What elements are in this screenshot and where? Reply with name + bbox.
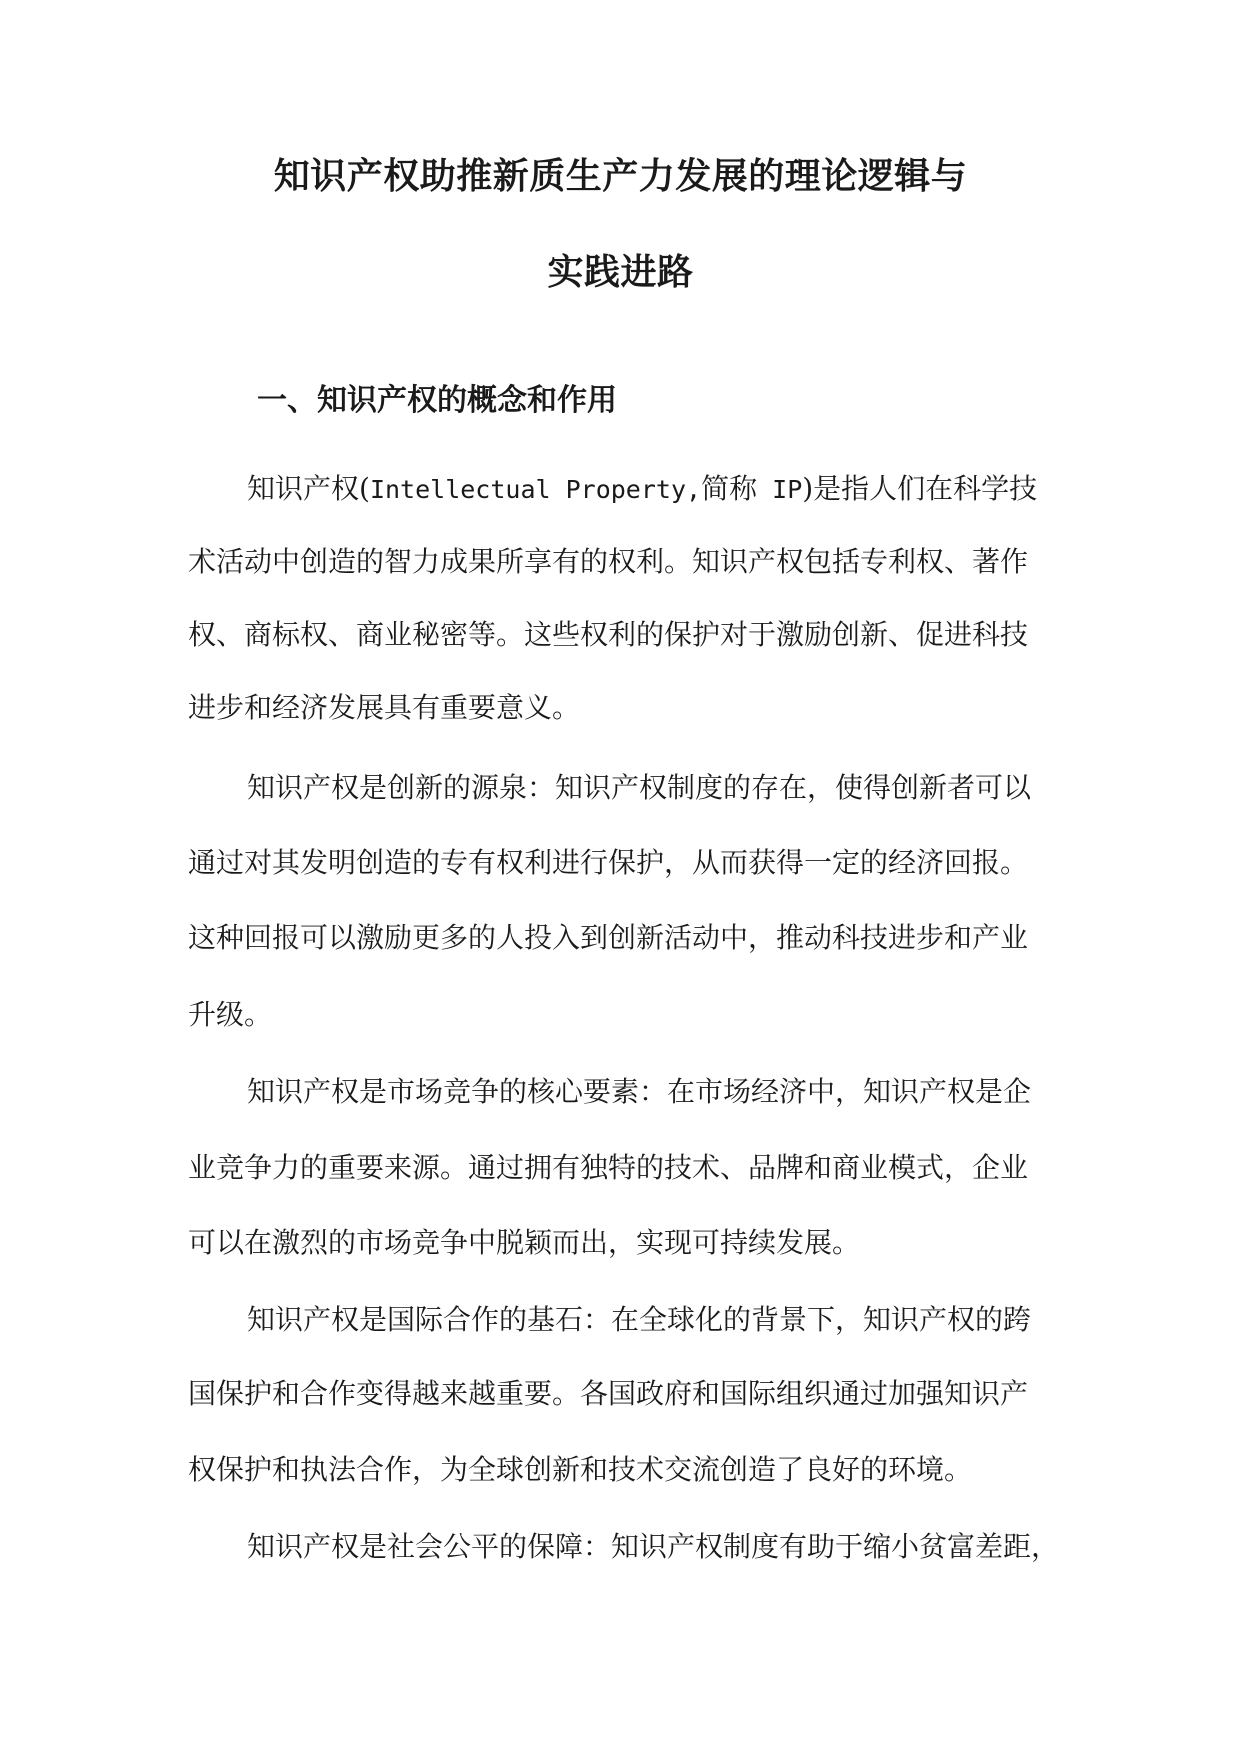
paragraph-1-line-3: 权、商标权、商业秘密等。这些权利的保护对于激励创新、促进科技 <box>188 618 1029 651</box>
paragraph-2-line-1: 知识产权是创新的源泉：知识产权制度的存在，使得创新者可以 <box>247 771 1032 804</box>
paragraph-1-line-4: 进步和经济发展具有重要意义。 <box>188 691 581 724</box>
paragraph-1-abbreviation: IP <box>757 475 803 504</box>
paragraph-3-line-1: 知识产权是市场竞争的核心要素：在市场经济中，知识产权是企 <box>247 1075 1032 1108</box>
paragraph-4-line-3: 权保护和执法合作，为全球创新和技术交流创造了良好的环境。 <box>188 1453 973 1486</box>
document-title-line-1: 知识产权助推新质生产力发展的理论逻辑与 <box>273 156 968 197</box>
paragraph-1-text-a: 知识产权( <box>247 472 370 505</box>
paragraph-1-text-e: )是指人们在科学技 <box>802 472 1038 505</box>
paragraph-1-text-c: 简称 <box>701 472 758 505</box>
paragraph-5-line-1: 知识产权是社会公平的保障：知识产权制度有助于缩小贫富差距， <box>247 1530 1060 1563</box>
paragraph-2-line-4: 升级。 <box>188 998 273 1031</box>
paragraph-3-line-2: 业竞争力的重要来源。通过拥有独特的技术、品牌和商业模式，企业 <box>188 1151 1029 1184</box>
paragraph-1-english-term: Intellectual Property, <box>369 475 702 504</box>
paragraph-4-line-1: 知识产权是国际合作的基石：在全球化的背景下，知识产权的跨 <box>247 1303 1032 1336</box>
paragraph-3-line-3: 可以在激烈的市场竞争中脱颖而出，实现可持续发展。 <box>188 1226 861 1259</box>
paragraph-2-line-2: 通过对其发明创造的专有权利进行保护，从而获得一定的经济回报。 <box>188 846 1029 879</box>
paragraph-2-line-3: 这种回报可以激励更多的人投入到创新活动中，推动科技进步和产业 <box>188 921 1029 954</box>
section-heading: 一、知识产权的概念和作用 <box>257 383 617 418</box>
document-title-line-2: 实践进路 <box>547 252 694 293</box>
paragraph-1-line-2: 术活动中创造的智力成果所享有的权利。知识产权包括专利权、著作 <box>188 545 1029 578</box>
paragraph-4-line-2: 国保护和合作变得越来越重要。各国政府和国际组织通过加强知识产 <box>188 1377 1029 1410</box>
paragraph-1-line-1 <box>247 471 1037 508</box>
